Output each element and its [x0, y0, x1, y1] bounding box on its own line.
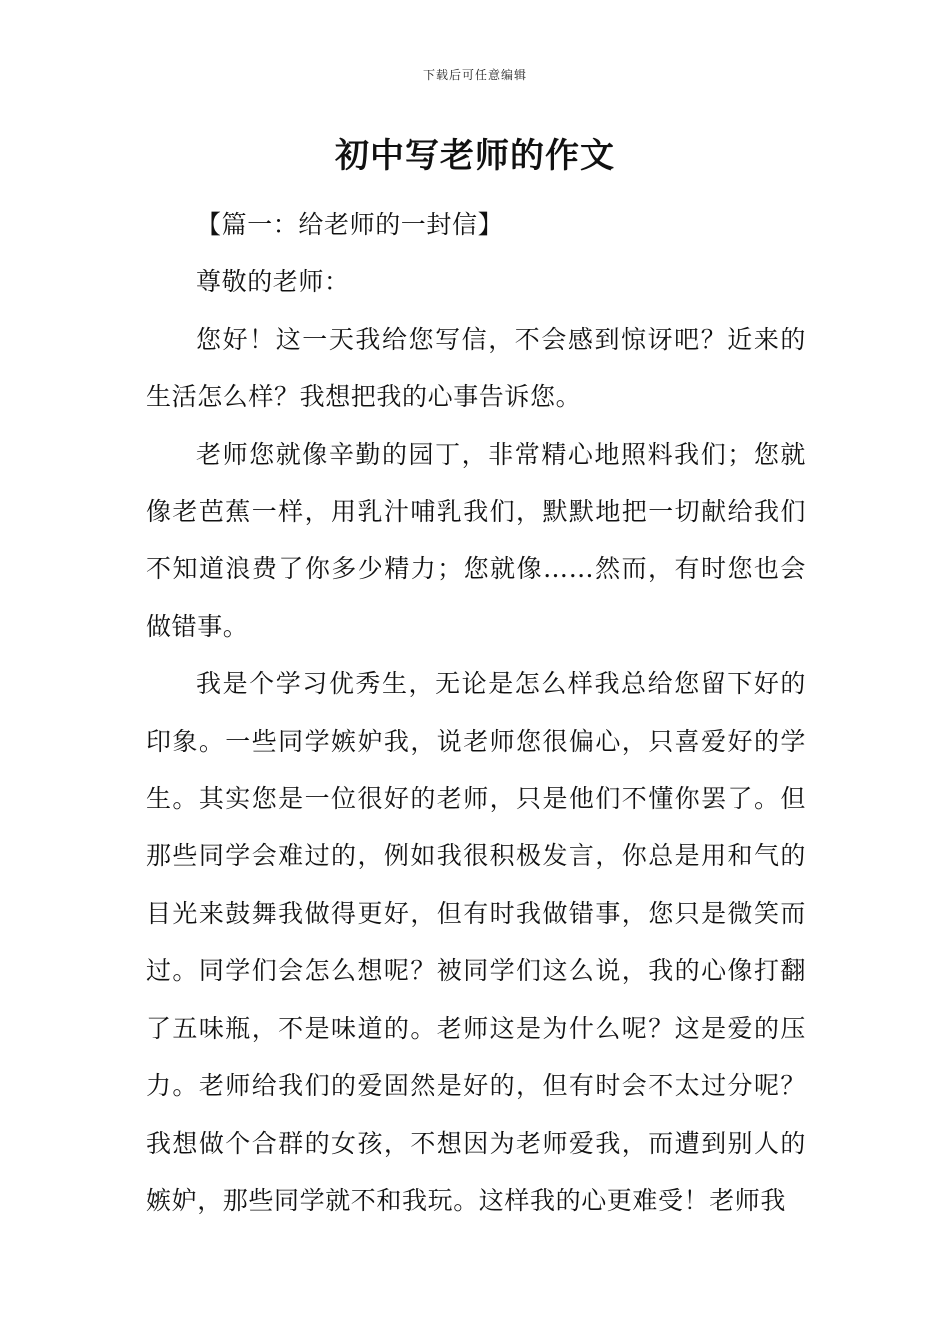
page-title: 初中写老师的作文	[335, 136, 615, 176]
salutation: 尊敬的老师：	[196, 267, 350, 297]
document-body	[146, 196, 806, 1229]
paragraph: 我是个学习优秀生，无论是怎么样我总给您留下好的印象。一些同学嫉妒我，说老师您很偏心，只喜爱好的学生。其实您是一位很好的老师，只是他们不懂你罢了。但那些同学会难过的，例如我很积极发言，你总是用和气的目光来鼓舞我做得更好，但有时我做错事，您只是微笑而过。同学们会怎么想呢？被同学们这么说，我的心像打翻了五味瓶，不是味道的。老师这是为什么呢？这是爱的压力。老师给我们的爱固然是好的，但有时会不太过分呢？我想做个合群的女孩，不想因为老师爱我，而遭到别人的嫉妒，那些同学就不和我玩。这样我的心更难受！老师我	[146, 669, 806, 1215]
paragraph: 老师您就像辛勤的园丁，非常精心地照料我们；您就像老芭蕉一样，用乳汁哺乳我们，默默地把一切献给我们不知道浪费了你多少精力；您就像……然而，有时您也会做错事。	[146, 439, 806, 641]
paragraph: 您好！这一天我给您写信，不会感到惊讶吧？近来的生活怎么样？我想把我的心事告诉您。	[146, 324, 806, 412]
section-heading: 【篇一：给老师的一封信】	[196, 210, 504, 239]
header-note: 下载后可任意编辑	[422, 68, 527, 82]
